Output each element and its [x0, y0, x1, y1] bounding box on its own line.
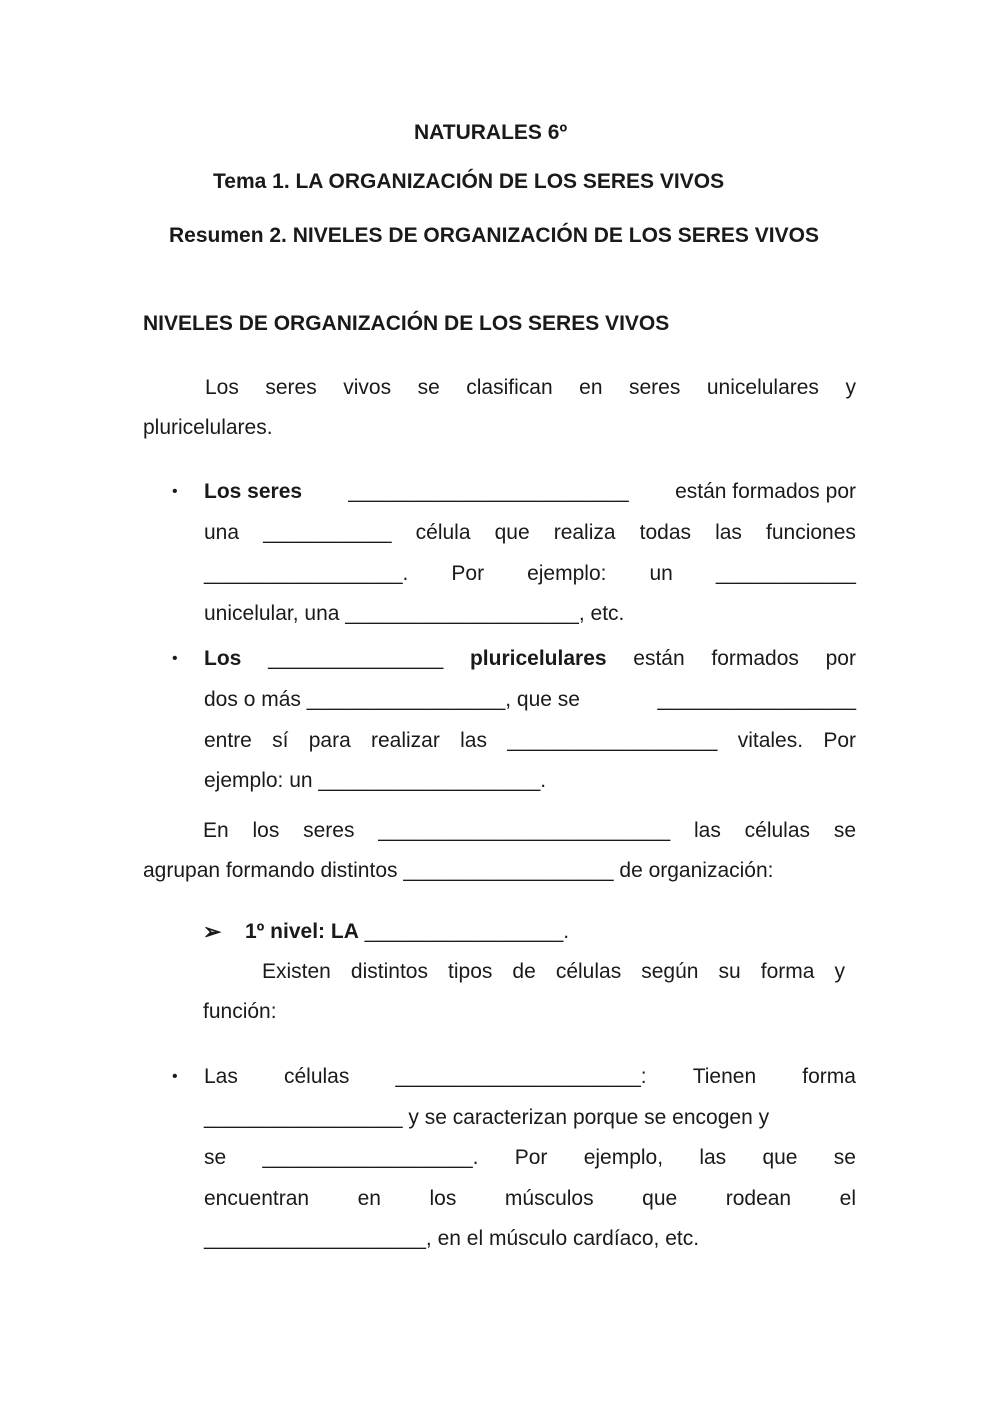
bullet-1-line-1: [204, 479, 856, 505]
text: seres: [303, 819, 355, 842]
bullet-1-line-2: [204, 520, 856, 546]
text: de: [512, 960, 536, 983]
text: los: [429, 1187, 457, 1210]
text-bold: pluricelulares: [469, 647, 607, 670]
text: célula: [415, 521, 471, 544]
text: una: [204, 521, 240, 544]
summary-title: Resumen 2. NIVELES DE ORGANIZACIÓN DE LOS SERES VIVOS: [169, 224, 819, 247]
text: según: [641, 960, 699, 983]
text: están formados por: [675, 480, 856, 503]
text: todas: [639, 521, 692, 544]
intro-word: vivos: [343, 376, 392, 399]
text: se: [833, 1146, 856, 1169]
bullet-3-glyph: •: [172, 1068, 178, 1085]
text: encuentran: [204, 1187, 310, 1210]
text: el: [839, 1187, 856, 1210]
level-1-desc-line-1: [262, 959, 845, 985]
text: por: [825, 647, 856, 670]
text: en: [357, 1187, 381, 1210]
blank-field: ___________: [263, 521, 392, 544]
text: las: [460, 729, 487, 752]
text: funciones: [766, 521, 856, 544]
intro-word: seres: [265, 376, 317, 399]
text: rodean: [725, 1187, 792, 1210]
bullet-2-glyph: •: [172, 650, 178, 667]
text: tipos: [448, 960, 493, 983]
intro-word: se: [417, 376, 440, 399]
text: Por: [451, 562, 485, 585]
text: están: [633, 647, 685, 670]
text: Existen: [262, 960, 331, 983]
bullet-2-line-2: [204, 687, 856, 713]
intro-word: y: [845, 376, 856, 399]
text: Por: [823, 729, 856, 752]
bullet-3-line-5: ___________________, en el músculo cardíaco, etc.: [204, 1227, 700, 1250]
blank-field: ____________: [715, 562, 856, 585]
text: Tienen: [692, 1065, 757, 1088]
text: las: [715, 521, 742, 544]
text: células: [555, 960, 622, 983]
intro-word: clasifican: [466, 376, 553, 399]
para-2-line-2: agrupan formando distintos __________________ de organización:: [143, 859, 774, 882]
bullet-3-line-4: [204, 1186, 856, 1212]
text: ejemplo,: [583, 1146, 664, 1169]
intro-word: unicelulares: [706, 376, 819, 399]
text: sí: [272, 729, 289, 752]
para-2-line-1: [203, 818, 856, 844]
bullet-3-line-2: _________________ y se caracterizan porque se encogen y: [204, 1106, 770, 1129]
text: su: [718, 960, 741, 983]
text: En: [203, 819, 229, 842]
arrow-bullet-icon: ➢: [203, 919, 222, 944]
text: distintos: [350, 960, 428, 983]
blank-field: _______________: [268, 647, 444, 670]
intro-word: en: [579, 376, 603, 399]
blank-field: __________________: [507, 729, 718, 752]
intro-line-2: pluricelulares.: [143, 416, 273, 439]
text: se: [204, 1146, 227, 1169]
text: entre: [204, 729, 252, 752]
intro-word: Los: [205, 376, 239, 399]
bullet-2-line-1: [204, 646, 856, 672]
subject-title: NATURALES 6º: [414, 121, 568, 144]
text: que: [642, 1187, 678, 1210]
intro-word: seres: [629, 376, 681, 399]
blank-field: _________________.: [364, 920, 570, 943]
blank-field: _________________: [657, 688, 856, 711]
bullet-1-line-3: [204, 561, 856, 587]
text-bold: Los: [204, 647, 242, 670]
text: forma: [802, 1065, 856, 1088]
bullet-3-line-3: [204, 1145, 856, 1171]
text: para: [308, 729, 351, 752]
bullet-2-line-4: ejemplo: un ___________________.: [204, 769, 547, 792]
bullet-3-line-1: [204, 1064, 856, 1090]
blank-field: _________________________: [378, 819, 671, 842]
text: células: [744, 819, 811, 842]
level-1-desc-line-2: función:: [203, 1000, 277, 1023]
text: formados: [711, 647, 799, 670]
text: Por: [514, 1146, 548, 1169]
text: forma: [760, 960, 815, 983]
text: ejemplo:: [527, 562, 607, 585]
blank-field: _________________.: [204, 562, 409, 585]
text: músculos: [504, 1187, 594, 1210]
text: Las: [204, 1065, 238, 1088]
level-1-heading: [245, 919, 569, 945]
blank-field: _____________________:: [395, 1065, 647, 1088]
bullet-1-line-4: unicelular, una ____________________, etc.: [204, 602, 625, 625]
text: las: [694, 819, 721, 842]
text: los: [252, 819, 280, 842]
text: y: [834, 960, 845, 983]
section-title: NIVELES DE ORGANIZACIÓN DE LOS SERES VIVOS: [143, 312, 670, 335]
text: se: [833, 819, 856, 842]
text: células: [283, 1065, 350, 1088]
blank-field: ________________________: [348, 480, 629, 503]
text: realiza: [553, 521, 616, 544]
level-1-label: 1º nivel: LA: [245, 920, 359, 943]
blank-field: __________________.: [262, 1146, 479, 1169]
text: realizar: [371, 729, 440, 752]
topic-title: Tema 1. LA ORGANIZACIÓN DE LOS SERES VIVOS: [213, 170, 725, 193]
text: un: [649, 562, 673, 585]
bullet-1-glyph: •: [172, 483, 178, 500]
text: que: [762, 1146, 798, 1169]
text: las: [699, 1146, 727, 1169]
text: vitales.: [737, 729, 804, 752]
text-bold: Los seres: [204, 480, 303, 503]
text: dos o más _________________, que se: [204, 688, 580, 711]
text: que: [494, 521, 530, 544]
bullet-2-line-3: [204, 728, 856, 754]
intro-line-1: [205, 375, 856, 401]
